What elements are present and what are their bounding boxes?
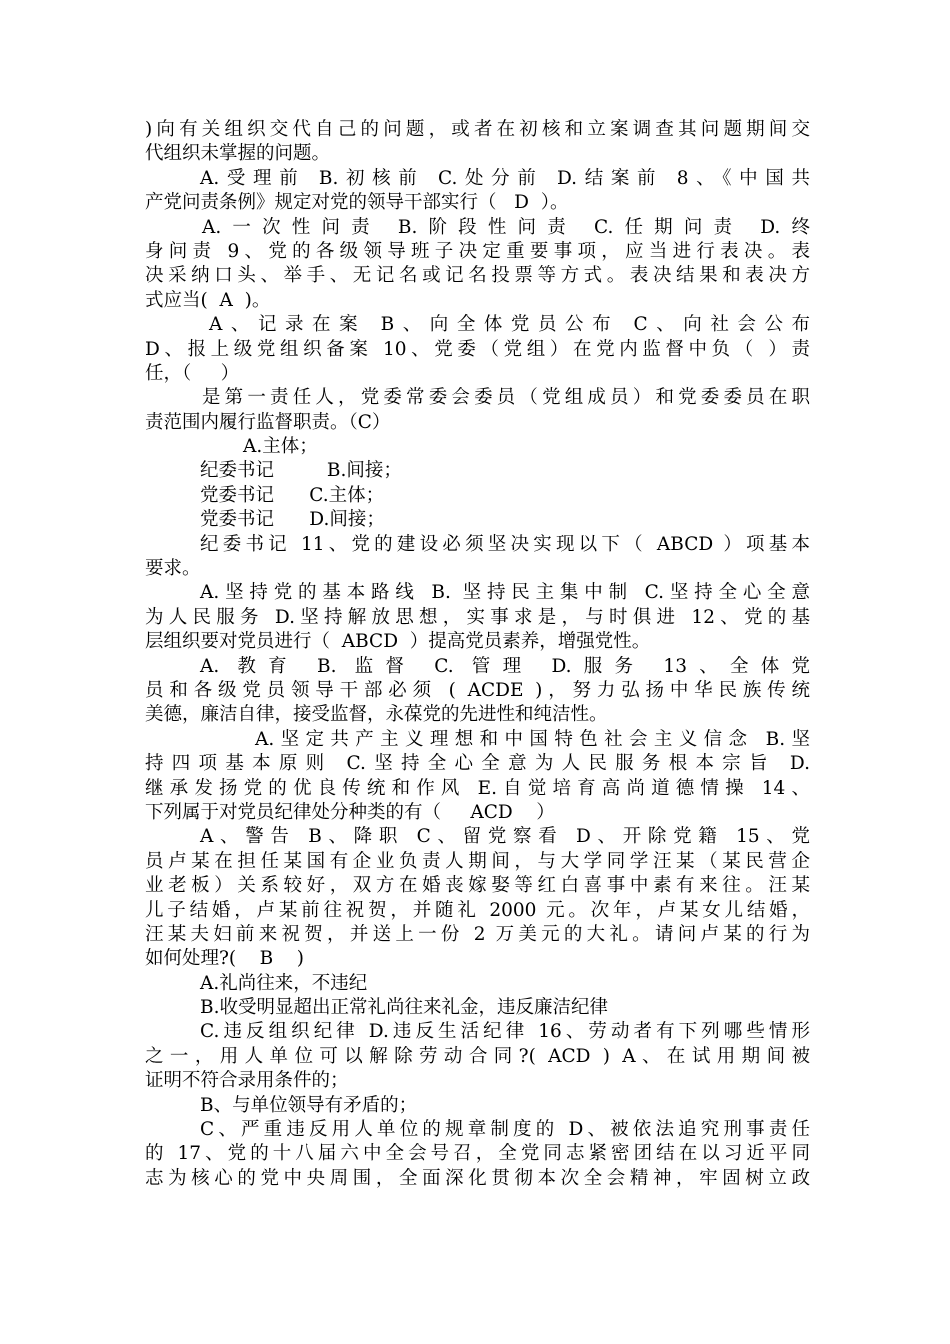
text-line: A.受理前 B.初核前 C.处分前 D.结案前 8、《中国共: [200, 167, 810, 189]
text-line: 决采纳口头、举手、无记名或记名投票等方式。表决结果和表决方: [145, 265, 810, 287]
text-line: C.违反组织纪律 D.违反生活纪律 16、劳动者有下列哪些情形: [200, 1021, 810, 1043]
text-line: A. 教育 B. 监督 C. 管理 D.服务 13、全体党: [200, 655, 810, 677]
text-line: 党委书记 C.主体；: [200, 484, 385, 506]
text-line: 证明不符合录用条件的；: [145, 1070, 349, 1092]
text-line: 为人民服务 D.坚持解放思想，实事求是，与时俱进 12、党的基: [145, 606, 810, 628]
text-line: B、与单位领导有矛盾的；: [200, 1094, 418, 1116]
text-line: 如何处理?( B ): [145, 948, 304, 970]
text-line: 责范围内履行监督职责。（C）: [145, 411, 391, 433]
text-line: A.坚定共产主义理想和中国特色社会主义信念 B.坚: [255, 728, 810, 750]
text-line: 要求。: [145, 558, 201, 580]
document-page: [145, 118, 810, 1191]
text-line: A、记录在案 B、向全体党员公布 C、向社会公布: [209, 314, 810, 336]
text-line: A.一次性问责 B.阶段性问责 C.任期问责 D.终: [202, 216, 810, 238]
text-line: 纪委书记 B.间接；: [200, 460, 402, 482]
text-line: 儿子结婚，卢某前往祝贺，并随礼 2000 元。次年，卢某女儿结婚，: [145, 899, 810, 921]
text-line: 汪某夫妇前来祝贺，并送上一份 2 万美元的大礼。请问卢某的行为: [145, 923, 810, 945]
text-line: 志为核心的党中央周围，全面深化贯彻本次全会精神，牢固树立政: [145, 1167, 810, 1189]
text-line: C、严重违反用人单位的规章制度的 D、被依法追究刑事责任: [200, 1119, 810, 1141]
text-line: A.礼尚往来，不违纪: [200, 972, 368, 994]
text-line: B.收受明显超出正常礼尚往来礼金，违反廉洁纪律: [200, 997, 608, 1019]
text-line: 继承发扬党的优良传统和作风 E.自觉培育高尚道德情操 14、: [145, 777, 810, 799]
text-line: 员卢某在担任某国有企业负责人期间，与大学同学汪某（某民营企: [145, 850, 810, 872]
text-line: A.主体；: [243, 436, 318, 458]
text-line: 业老板）关系较好，双方在婚丧嫁娶等红白喜事中素有来往。汪某: [145, 875, 810, 897]
text-line: 是第一责任人，党委常委会委员（党组成员）和党委委员在职: [202, 387, 810, 409]
text-line: 式应当( A )。: [145, 289, 271, 311]
text-line: 美德，廉洁自律，接受监督，永葆党的先进性和纯洁性。: [145, 704, 608, 726]
text-line: 下列属于对党员纪律处分种类的有（ ACD ）: [145, 801, 555, 823]
text-line: 之一，用人单位可以解除劳动合同?( ACD ) A、在试用期间被: [145, 1045, 810, 1067]
text-line: 代组织未掌握的问题。: [145, 143, 331, 165]
text-line: 的 17、党的十八届六中全会号召，全党同志紧密团结在以习近平同: [145, 1143, 810, 1165]
text-line: 任，（ ）: [145, 362, 240, 384]
text-line: 党委书记 D.间接；: [200, 509, 385, 531]
text-line: 持四项基本原则 C.坚持全心全意为人民服务根本宗旨 D.: [145, 753, 810, 775]
text-line: D、报上级党组织备案 10、党委（党组）在党内监督中负（ ）责: [145, 338, 810, 360]
text-line: 层组织要对党员进行（ ABCD ）提高党员素养，增强党性。: [145, 631, 651, 653]
text-line: )向有关组织交代自己的问题，或者在初核和立案调查其问题期间交: [145, 119, 810, 140]
text-line: A、警告 B、降职 C、留党察看 D、开除党籍 15、党: [200, 826, 810, 848]
text-line: A.坚持党的基本路线 B. 坚持民主集中制 C.坚持全心全意: [200, 582, 810, 604]
text-line: 员和各级党员领导干部必须 ( ACDE )，努力弘扬中华民族传统: [145, 679, 810, 701]
text-line: 产党问责条例》规定对党的领导干部实行（ D ）。: [145, 192, 569, 214]
text-line: 纪委书记 11、党的建设必须坚决实现以下（ ABCD ）项基本: [200, 533, 810, 555]
text-line: 身问责 9、党的各级领导班子决定重要事项，应当进行表决。表: [145, 240, 810, 262]
